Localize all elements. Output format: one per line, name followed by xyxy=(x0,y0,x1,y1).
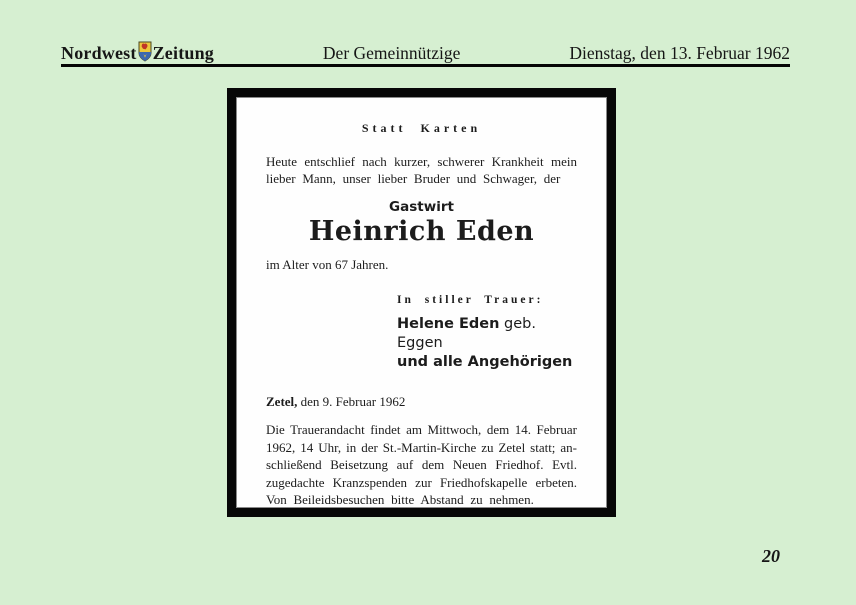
section-title: Der Gemeinnützige xyxy=(322,42,461,63)
obituary-intro-paragraph xyxy=(266,153,577,187)
mourner-relatives-line: und alle Angehörigen xyxy=(397,354,573,370)
mourning-label: In stiller Trauer: xyxy=(397,294,544,306)
closing-line: 1962, 14 Uhr, in der St.-Martin-Kirche zu Zetel statt; an- xyxy=(266,439,577,455)
funeral-details-paragraph xyxy=(266,421,577,509)
obituary-card xyxy=(227,88,616,517)
closing-line: Von Beileidsbesuchen bitte Abstand zu nehmen. xyxy=(266,492,534,507)
mourner-name-suffix: geb. Eggen xyxy=(397,316,536,351)
masthead xyxy=(61,40,790,67)
page-number: 20 xyxy=(762,546,780,566)
intro-line: Heute entschlief nach kurzer, schwerer Krankheit mein xyxy=(266,154,577,169)
closing-line: Die Trauerandacht findet am Mittwoch, dem 14. Februar xyxy=(266,422,577,437)
oldenburg-crest-icon xyxy=(138,41,152,67)
newspaper-title-right: Zeitung xyxy=(152,42,215,63)
intro-line: lieber Mann, unser lieber Bruder und Schwager, der xyxy=(266,171,561,186)
obituary-card-inner xyxy=(236,97,607,508)
newspaper-title xyxy=(61,40,214,66)
mourner-name-line xyxy=(397,315,577,353)
place-date-rest: den 9. Februar 1962 xyxy=(297,394,406,409)
issue-date: Dienstag, den 13. Februar 1962 xyxy=(569,42,790,63)
deceased-age-line: im Alter von 67 Jahren. xyxy=(266,257,389,272)
mourning-block xyxy=(397,294,577,372)
mourner-name: Helene Eden xyxy=(397,316,500,332)
deceased-occupation: Gastwirt xyxy=(389,199,454,215)
obituary-preamble: Statt Karten xyxy=(361,121,482,135)
closing-line: schließend Beisetzung auf dem Neuen Friedhof. Evtl. xyxy=(266,457,577,472)
newspaper-title-left: Nordwest xyxy=(61,42,137,63)
place-name: Zetel, xyxy=(266,394,298,409)
deceased-name: Heinrich Eden xyxy=(308,216,535,247)
closing-line: zugedachte Kranzspenden zur Friedhofskapelle erbeten. xyxy=(266,474,577,490)
place-date-line xyxy=(266,394,577,410)
